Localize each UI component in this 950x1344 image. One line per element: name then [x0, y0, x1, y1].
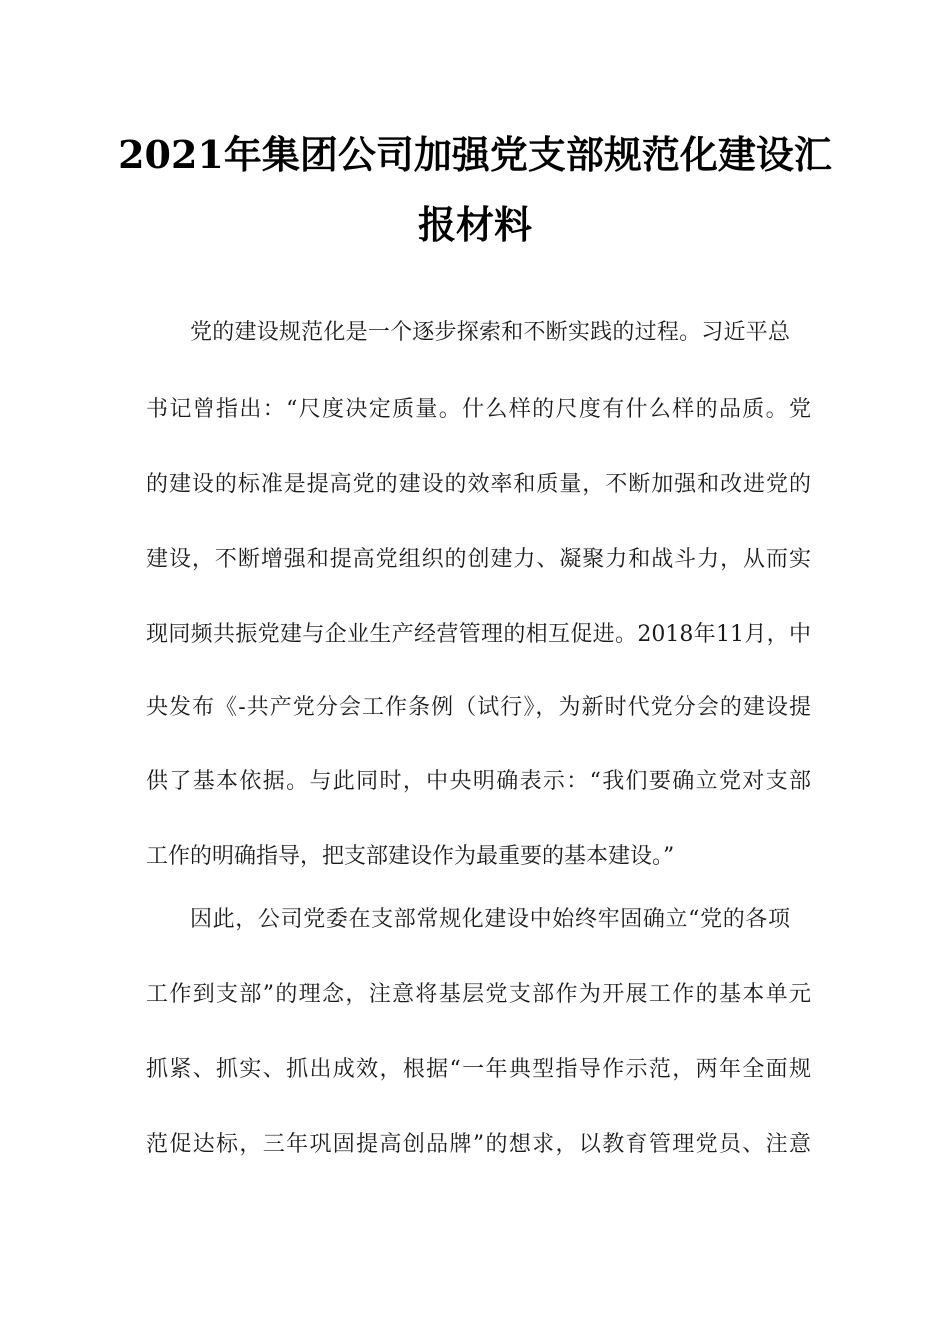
- paragraph-1-line-8: 工作的明确指导，把支部建设作为最重要的基本建设。”: [146, 844, 675, 869]
- paragraph-2-line-1: 因此，公司党委在支部常规化建设中始终牢固确立“党的各项: [190, 907, 790, 932]
- paragraph-1-line-4: 建设，不断增强和提高党组织的创建力、凝聚力和战斗力，从而实: [146, 547, 811, 572]
- paragraph-1-line-3: 的建设的标准是提高党的建设的效率和质量，不断加强和改进党的: [146, 472, 811, 497]
- paragraph-1-line-7: 供了基本依据。与此同时，中央明确表示：“我们要确立党对支部: [146, 769, 811, 794]
- paragraph-1-line-5: 现同频共振党建与企业生产经营管理的相互促进。2018年11月，中: [146, 622, 811, 647]
- paragraph-1-line-2: 书记曾指出：“尺度决定质量。什么样的尺度有什么样的品质。党: [146, 397, 811, 422]
- paragraph-2-line-2: 工作到支部”的理念，注意将基层党支部作为开展工作的基本单元: [146, 982, 811, 1007]
- paragraph-2-line-4: 范促达标，三年巩固提高创品牌”的想求，以教育管理党员、注意: [146, 1132, 811, 1157]
- paragraph-2-line-3: 抓紧、抓实、抓出成效，根据“一年典型指导作示范，两年全面规: [146, 1057, 811, 1082]
- paragraph-1-line-6: 央发布《-共产党分会工作条例（试行》，为新时代党分会的建设提: [146, 695, 811, 720]
- paragraph-1-line-1: 党的建设规范化是一个逐步探索和不断实践的过程。习近平总: [190, 320, 790, 345]
- document-title-line-2: 报材料: [417, 202, 532, 247]
- document-title-line-1: 2021年集团公司加强党支部规范化建设汇: [118, 132, 832, 177]
